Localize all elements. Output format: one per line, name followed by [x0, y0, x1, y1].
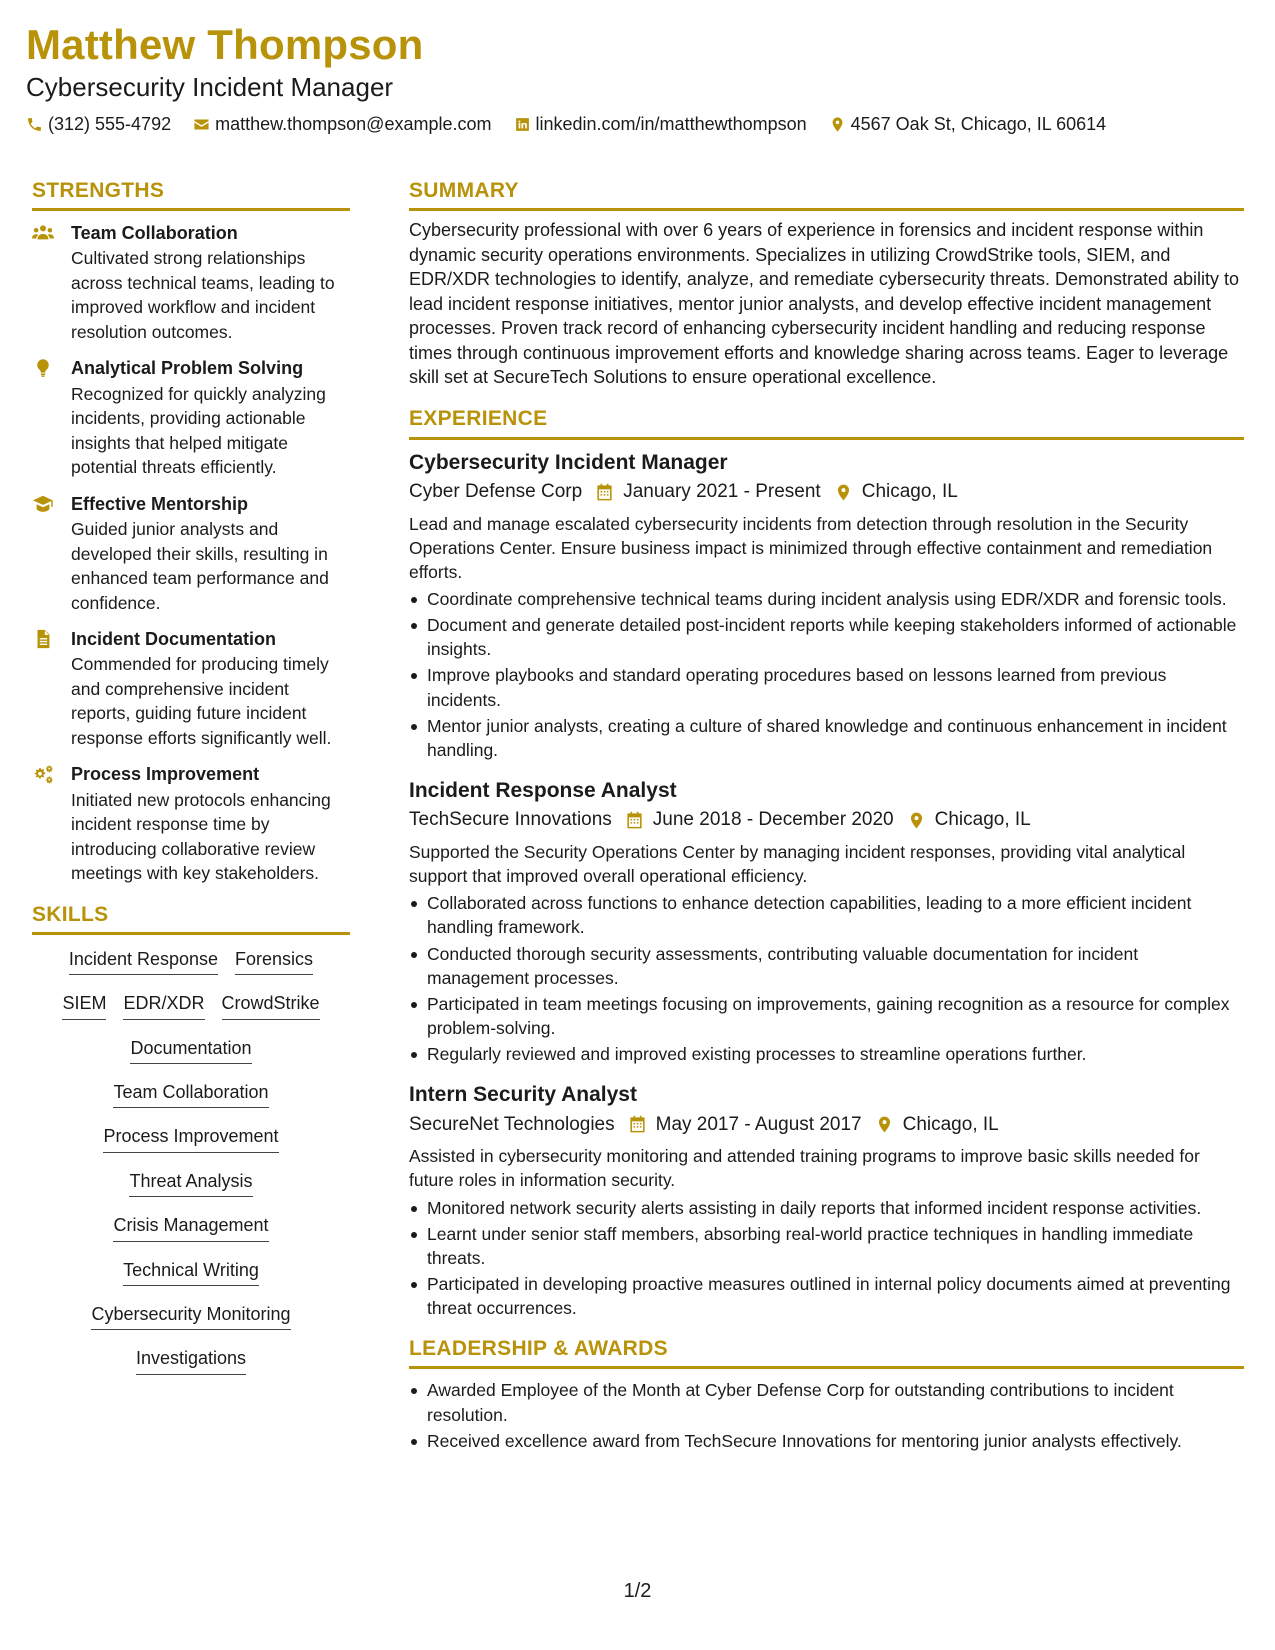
contact-phone-text: (312) 555-4792	[48, 114, 172, 134]
skills-section	[32, 902, 350, 1375]
strength-item	[32, 221, 350, 344]
job-dates: May 2017 - August 2017	[655, 1113, 862, 1135]
list-item: Collaborated across functions to enhance detection capabilities, leading to a more efficient incident handling framework.	[409, 891, 1244, 939]
job-entry	[409, 1081, 1244, 1320]
list-item: Document and generate detailed post-incident reports while keeping stakeholders informed of actionable insights.	[409, 613, 1244, 661]
contact-email[interactable]	[193, 113, 491, 136]
skill-tag: Process Improvement	[103, 1125, 278, 1152]
contact-linkedin[interactable]	[514, 113, 807, 136]
list-item: Awarded Employee of the Month at Cyber Defense Corp for outstanding contributions to incident resolution.	[409, 1378, 1244, 1426]
strength-title: Effective Mentorship	[71, 493, 249, 514]
skill-tag: Investigations	[136, 1347, 246, 1374]
job-bullets	[409, 891, 1244, 1066]
contact-bar	[26, 113, 1106, 136]
list-item: Received excellence award from TechSecure Innovations for mentoring junior analysts effectively.	[409, 1429, 1244, 1453]
lightbulb-icon	[32, 358, 54, 378]
candidate-name: Matthew Thompson	[26, 21, 424, 68]
job-title: Incident Response Analyst	[409, 779, 677, 803]
users-icon	[32, 223, 54, 243]
strength-description: Guided junior analysts and developed their skills, resulting in enhanced team performance and confidence.	[71, 519, 329, 613]
skill-tag: SIEM	[62, 992, 106, 1019]
gears-icon	[32, 764, 54, 784]
skill-tag: Documentation	[130, 1037, 251, 1064]
candidate-title: Cybersecurity Incident Manager	[26, 72, 394, 102]
job-description: Supported the Security Operations Center by managing incident responses, providing vital analytical support that improved overall operational efficiency.	[409, 842, 1186, 887]
awards-section	[409, 1336, 1244, 1453]
job-location: Chicago, IL	[861, 480, 958, 502]
awards-heading: LEADERSHIP & AWARDS	[409, 1336, 1244, 1369]
skill-tag: Threat Analysis	[129, 1170, 252, 1197]
job-meta	[409, 808, 1244, 833]
location-icon	[829, 116, 846, 133]
job-company: TechSecure Innovations	[409, 809, 612, 831]
strength-description: Cultivated strong relationships across technical teams, leading to improved workflow and incident resolution outcomes.	[71, 248, 335, 342]
skill-tag: Cybersecurity Monitoring	[91, 1303, 290, 1330]
list-item: Coordinate comprehensive technical teams during incident analysis using EDR/XDR and forensic tools.	[409, 587, 1244, 611]
strengths-heading: STRENGTHS	[32, 178, 350, 211]
list-item: Improve playbooks and standard operating procedures based on lessons learned from previous incidents.	[409, 663, 1244, 711]
list-item: Learnt under senior staff members, absorbing real-world practice techniques in handling immediate threats.	[409, 1222, 1244, 1270]
job-location: Chicago, IL	[934, 809, 1031, 831]
skill-tag: Forensics	[235, 948, 313, 975]
skill-tag: Incident Response	[69, 948, 218, 975]
strength-description: Recognized for quickly analyzing incidents, providing actionable insights that helped mitigate potential threats efficiently.	[71, 383, 326, 478]
strength-item	[32, 627, 350, 750]
experience-section	[409, 406, 1244, 1320]
job-meta	[409, 480, 1244, 505]
job-bullets	[409, 587, 1244, 762]
skills-list	[32, 948, 350, 1375]
job-description: Lead and manage escalated cybersecurity incidents from detection through resolution in the Security Operations Center. Ensure business impact is minimized through effective containment and remediation efforts.	[409, 513, 1213, 582]
summary-text: Cybersecurity professional with over 6 years of experience in forensics and incident response within dynamic security operations environments. Specializes in utilizing CrowdStrike tools, SIEM, and EDR/XDR technologies to identify, analyze, and remediate cybersecurity threats. Demonstrated ability to lead incident response initiatives, mentor junior analysts, and develop effective incident management processes. Proven track record of enhancing cybersecurity incident handling and reducing response times through continuous improvement efforts and knowledge sharing across teams. Eager to leverage skill set at SecureTech Solutions to ensure operational excellence.	[409, 220, 1240, 387]
job-entry	[409, 777, 1244, 1066]
left-column	[32, 178, 350, 1375]
list-item: Monitored network security alerts assisting in daily reports that informed incident response activities.	[409, 1196, 1244, 1220]
skill-tag: CrowdStrike	[222, 992, 320, 1019]
contact-location	[829, 113, 1107, 136]
skill-tag: EDR/XDR	[123, 992, 204, 1019]
list-item: Participated in team meetings focusing on improvements, gaining recognition as a resource for complex problem-solving.	[409, 992, 1244, 1040]
email-icon	[193, 116, 210, 133]
page-number: 1/2	[623, 1580, 652, 1602]
strength-item	[32, 492, 350, 615]
strength-title: Team Collaboration	[71, 223, 238, 244]
strength-description: Commended for producing timely and comprehensive incident reports, guiding future incident response efforts significantly well.	[71, 654, 332, 748]
strength-title: Analytical Problem Solving	[71, 358, 304, 379]
strength-title: Process Improvement	[71, 764, 260, 785]
strength-description: Initiated new protocols enhancing incident response time by introducing collaborative review meetings with key stakeholders.	[71, 789, 331, 884]
skills-heading: SKILLS	[32, 902, 350, 935]
contact-location-text: 4567 Oak St, Chicago, IL 60614	[850, 114, 1107, 134]
job-company: Cyber Defense Corp	[409, 480, 583, 502]
job-title: Cybersecurity Incident Manager	[409, 450, 728, 474]
strengths-list	[32, 221, 350, 885]
linkedin-icon	[514, 116, 531, 133]
location-icon	[875, 1115, 894, 1134]
skill-tag: Team Collaboration	[113, 1081, 268, 1108]
contact-email-text[interactable]: matthew.thompson@example.com	[215, 114, 492, 134]
job-bullets	[409, 1196, 1244, 1321]
job-entry	[409, 449, 1244, 762]
contact-linkedin-text[interactable]: linkedin.com/in/matthewthompson	[535, 114, 807, 134]
strength-title: Incident Documentation	[71, 629, 277, 650]
list-item: Participated in developing proactive measures outlined in internal policy documents aimed at preventing threat occurrences.	[409, 1272, 1244, 1320]
location-icon	[834, 483, 853, 502]
job-location: Chicago, IL	[902, 1113, 999, 1135]
job-description: Assisted in cybersecurity monitoring and attended training programs to improve basic skills needed for future roles in information security.	[409, 1146, 1200, 1191]
job-dates: June 2018 - December 2020	[652, 809, 894, 831]
skill-tag: Technical Writing	[123, 1259, 259, 1286]
list-item: Mentor junior analysts, creating a culture of shared knowledge and continuous enhancement in incident handling.	[409, 714, 1244, 762]
summary-heading: SUMMARY	[409, 178, 1244, 211]
job-company: SecureNet Technologies	[409, 1113, 615, 1135]
location-icon	[907, 811, 926, 830]
experience-heading: EXPERIENCE	[409, 406, 1244, 439]
job-dates: January 2021 - Present	[623, 480, 821, 502]
strength-item	[32, 356, 350, 479]
graduation-cap-icon	[32, 494, 54, 514]
calendar-icon	[625, 811, 644, 830]
phone-icon	[26, 116, 43, 133]
job-meta	[409, 1113, 1244, 1138]
strength-item	[32, 762, 350, 885]
skill-tag: Crisis Management	[113, 1214, 268, 1241]
awards-list	[409, 1378, 1244, 1452]
contact-phone	[26, 113, 171, 136]
job-title: Intern Security Analyst	[409, 1083, 637, 1107]
right-column	[409, 178, 1244, 1455]
document-icon	[32, 629, 54, 649]
list-item: Conducted thorough security assessments, contributing valuable documentation for incident management processes.	[409, 942, 1244, 990]
calendar-icon	[628, 1115, 647, 1134]
list-item: Regularly reviewed and improved existing processes to streamline operations further.	[409, 1042, 1244, 1066]
calendar-icon	[595, 483, 614, 502]
